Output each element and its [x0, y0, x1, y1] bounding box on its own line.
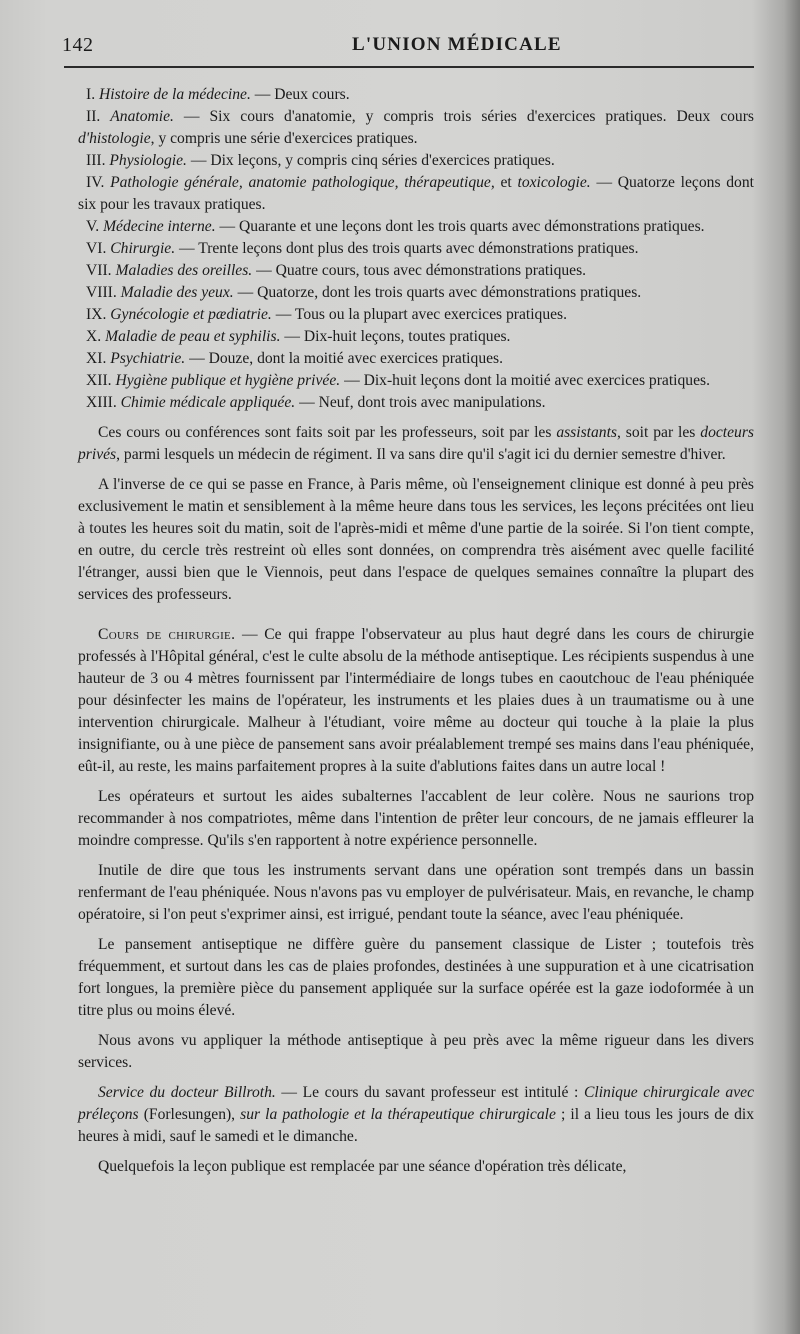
course-item: VII. Maladies des oreilles. — Quatre cours, tous avec démonstrations pratiques. — [86, 262, 587, 279]
course-item: VI. Chirurgie. — Trente leçons dont plus des trois quarts avec démonstrations pratiques. — [86, 240, 639, 257]
course-item: X. Maladie de peau et syphilis. — Dix-huit leçons, toutes pratiques. — [86, 328, 511, 345]
course-item: I. Histoire de la médecine. — Deux cours. — [86, 86, 350, 103]
course-item: XI. Psychiatrie. — Douze, dont la moitié avec exercices pratiques. — [86, 350, 504, 367]
page-body — [78, 84, 754, 1178]
paragraph: A l'inverse de ce qui se passe en France, à Paris même, où l'enseignement clinique est donné à peu près exclusivement le matin et sensiblement à la même heure dans tous les services, les leçons précitées ont lieu à toutes les heures soit du matin, soit de l'après-midi et même d'une partie de la soirée. Si l'on tient compte, en outre, du cercle très restreint où elles sont données, on comprendra très aisément avec quelle facilité l'étranger, aussi bien que le Viennois, peut dans l'espace de quelques semaines connaître la plupart des services des professeurs. — [78, 476, 754, 603]
course-item: II. Anatomie. — Six cours d'anatomie, y compris trois séries d'exercices pratiques. Deux cours d'histologie, y compris une série d'exercices pratiques. — [78, 108, 754, 147]
course-item: V. Médecine interne. — Quarante et une leçons dont les trois quarts avec démonstrations pratiques. — [86, 218, 705, 235]
page-header — [62, 32, 762, 58]
page-number: 142 — [62, 34, 94, 56]
course-item: XIII. Chimie médicale appliquée. — Neuf, dont trois avec manipulations. — [86, 394, 546, 411]
course-item: III. Physiologie. — Dix leçons, y compris cinq séries d'exercices pratiques. — [86, 152, 555, 169]
paragraph: Le pansement antiseptique ne diffère guère du pansement classique de Lister ; toutefois très fréquemment, et surtout dans les cas de plaies profondes, destinées à une suppuration et à une cicatrisation fort longues, la première pièce du pansement appliquée sur la surface opérée est la gaze iodoformée à un titre plus ou moins élevé. — [78, 936, 754, 1019]
paragraph: Ces cours ou conférences sont faits soit par les professeurs, soit par les assistants, soit par les docteurs privés, parmi lesquels un médecin de régiment. Il va sans dire qu'il s'agit ici du dernier semestre d'hiver. — [78, 424, 754, 463]
course-list — [78, 84, 754, 414]
header-rule — [64, 66, 754, 68]
paragraph: Service du docteur Billroth. — Le cours du savant professeur est intitulé : Clinique chirurgicale avec préleçons (Forlesungen), sur la pathologie et la thérapeutique chirurgicale ; il a lieu tous les jours de dix heures à midi, sauf le samedi et le dimanche. — [78, 1084, 754, 1145]
paragraph: Les opérateurs et surtout les aides subalternes l'accablent de leur colère. Nous ne saurions trop recommander à nos compatriotes, même dans l'intention de prêter leur concours, de ne jamais effleurer la moindre compresse. Qu'ils s'en rapportent à notre expérience personnelle. — [78, 788, 754, 849]
course-item: XII. Hygiène publique et hygiène privée. — Dix-huit leçons dont la moitié avec exercices pratiques. — [86, 372, 710, 389]
course-item: IV. Pathologie générale, anatomie pathologique, thérapeutique, et toxicologie. — Quatorze leçons dont six pour les travaux pratiques. — [78, 174, 754, 213]
paragraph: Cours de chirurgie. — Ce qui frappe l'observateur au plus haut degré dans les cours de chirurgie professés à l'Hôpital général, c'est le culte absolu de la méthode antiseptique. Les récipients suspendus à une hauteur de 3 ou 4 mètres fournissent par l'intermédiaire de longs tubes en caoutchouc de l'eau phéniquée pour désinfecter les mains de l'opérateur, les instruments et les plaies dues à un traumatisme ou à une intervention chirurgicale. Malheur à l'étudiant, voire même au docteur qui touche à la plaie la plus insignifiante, ou à une pièce de pansement sans avoir préalablement trempé ses mains dans l'eau phéniquée, eût-il, au reste, les mains parfaitement propres à la suite d'ablutions faites dans un autre local ! — [78, 626, 754, 775]
paragraph: Nous avons vu appliquer la méthode antiseptique à peu près avec la même rigueur dans les divers services. — [78, 1032, 754, 1071]
paragraph: Quelquefois la leçon publique est remplacée par une séance d'opération très délicate, — [98, 1158, 627, 1175]
course-item: IX. Gynécologie et pædiatrie. — Tous ou la plupart avec exercices pratiques. — [86, 306, 568, 323]
running-title: L'UNION MÉDICALE — [352, 34, 562, 55]
section-heading: Cours de chirurgie. — [98, 626, 236, 643]
body-paragraphs — [78, 422, 754, 1178]
course-item: VIII. Maladie des yeux. — Quatorze, dont les trois quarts avec démonstrations pratiques. — [86, 284, 642, 301]
paragraph: Inutile de dire que tous les instruments servant dans une opération sont trempés dans un bassin renfermant de l'eau phéniquée. Nous n'avons pas vu employer de pulvérisateur. Mais, en revanche, le champ opératoire, si l'on peut s'exprimer ainsi, est irrigué, pendant toute la séance, avec l'eau phéniquée. — [78, 862, 754, 923]
